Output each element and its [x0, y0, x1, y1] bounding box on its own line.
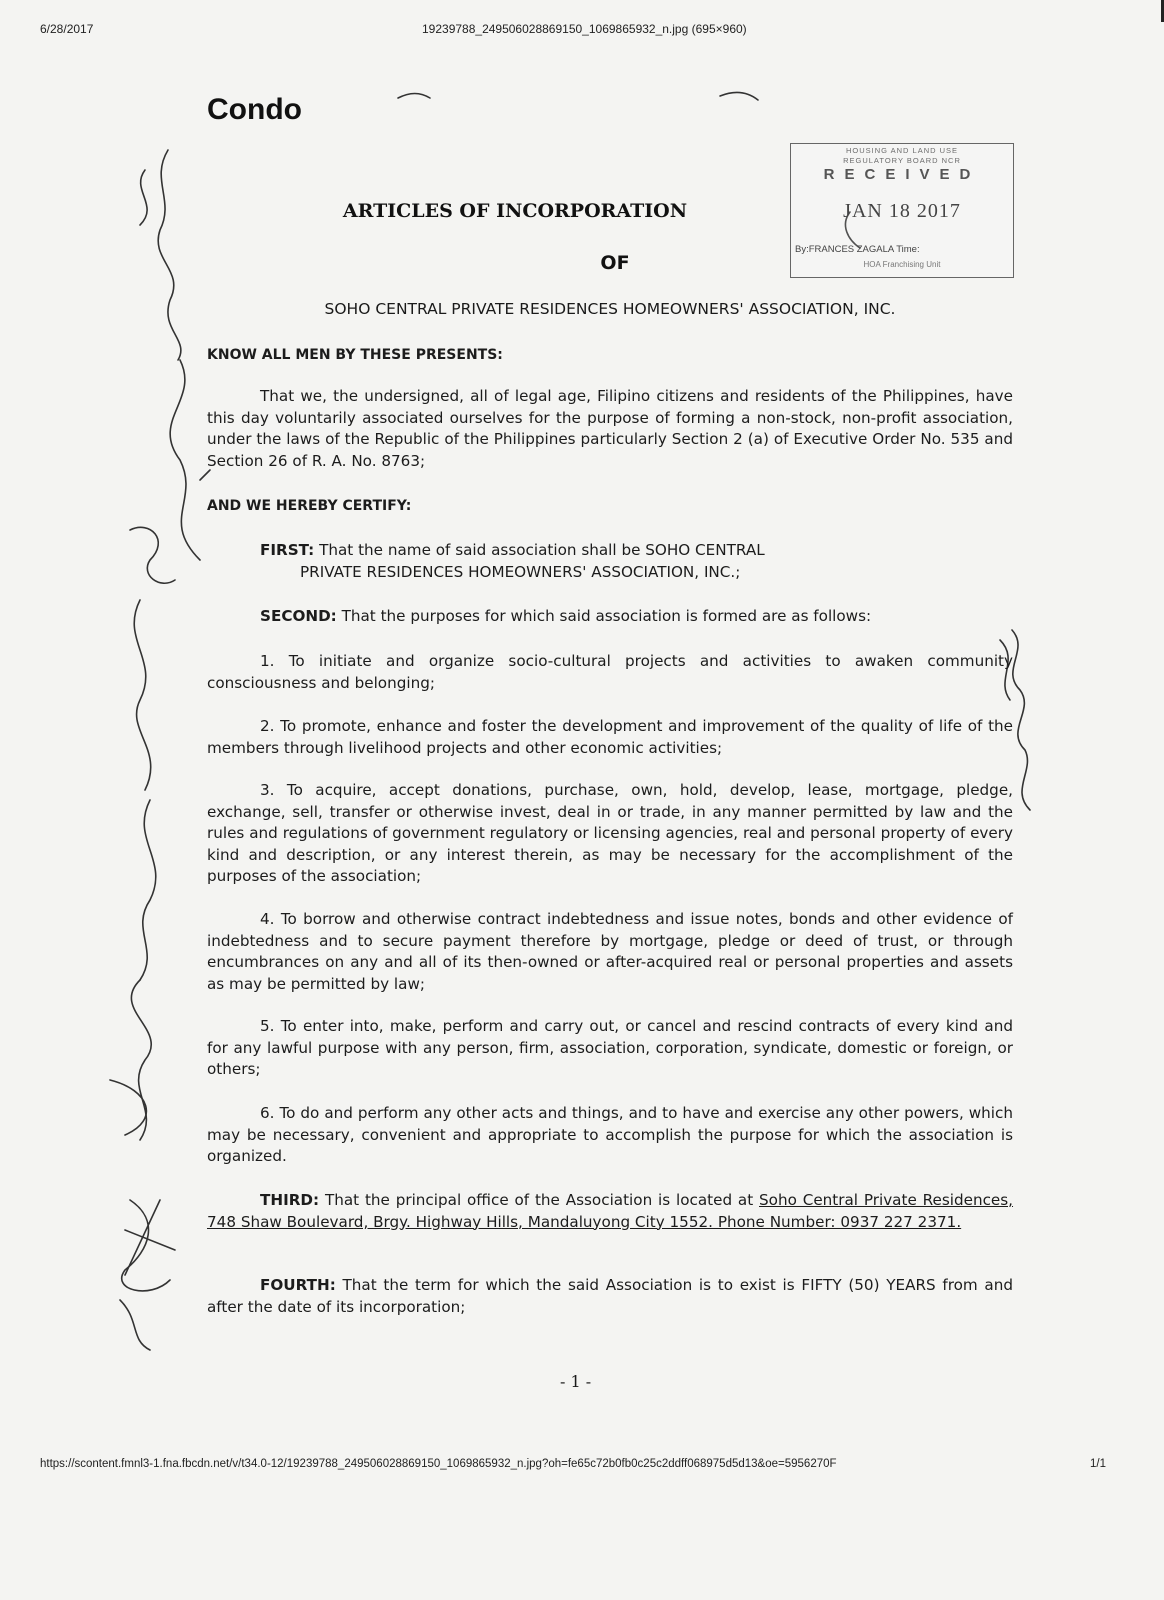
third-text: That the principal office of the Association is located at — [324, 1191, 760, 1209]
purpose-4: 4. To borrow and otherwise contract indebtedness and issue notes, bonds and other evidence of indebtedness and to secure payment therefore by mortgage, pledge or deed of trust, or through encumbrances on any and all of its then-owned or after-acquired real or personal properties and assets as may be permitted by law; — [207, 910, 1013, 993]
association-name: SOHO CENTRAL PRIVATE RESIDENCES HOMEOWNERS' ASSOCIATION, INC. — [324, 300, 896, 318]
know-all-men: KNOW ALL MEN BY THESE PRESENTS: — [207, 347, 503, 363]
purpose-5: 5. To enter into, make, perform and carry out, or cancel and rescind contracts of every kind and for any lawful purpose with any person, firm, association, corporation, syndicate, domestic or foreign, or others; — [207, 1017, 1013, 1078]
first-line1: That the name of said association shall be SOHO CENTRAL — [319, 541, 765, 559]
received-stamp — [790, 143, 1014, 278]
stamp-date: JAN 18 2017 — [843, 200, 961, 222]
certify-heading: AND WE HEREBY CERTIFY: — [207, 498, 412, 514]
stamp-board-line: REGULATORY BOARD NCR — [843, 156, 961, 165]
purpose-2: 2. To promote, enhance and foster the development and improvement of the quality of life of the members through livelihood projects and other economic activities; — [207, 717, 1013, 757]
stamp-by: By:FRANCES ZAGALA Time: — [795, 244, 920, 255]
title-of: OF — [600, 252, 630, 274]
stamp-unit: HOA Franchising Unit — [863, 260, 941, 269]
fourth-clause — [207, 1275, 1013, 1318]
stamp-agency-line: HOUSING AND LAND USE — [845, 146, 959, 155]
fourth-label: FOURTH: — [260, 1276, 336, 1294]
purpose-6: 6. To do and perform any other acts and things, and to have and exercise any other powers, which may be necessary, convenient and appropriate to accomplish the purpose for which the association is organized. — [207, 1104, 1013, 1165]
fourth-text: That the term for which the said Association is to exist is FIFTY (50) YEARS from and after the date of its incorporation; — [207, 1276, 1013, 1316]
stamp-received: RECEIVED — [823, 166, 981, 183]
page-number: - 1 - — [560, 1372, 592, 1391]
document-title: ARTICLES OF INCORPORATION — [342, 200, 688, 222]
footer-page-count: 1/1 — [1090, 1458, 1106, 1470]
first-label: FIRST: — [260, 541, 315, 559]
second-text: That the purposes for which said association is formed are as follows: — [341, 607, 872, 625]
third-clause — [207, 1190, 1013, 1233]
print-filename: 19239788_249506028869150_1069865932_n.jpg (695×960) — [422, 22, 747, 36]
third-label: THIRD: — [260, 1191, 320, 1209]
intro-paragraph: That we, the undersigned, all of legal age, Filipino citizens and residents of the Philippines, have this day voluntarily associated ourselves for the purpose of forming a non-stock, non-profit association, under the laws of the Republic of the Philippines particularly Section 2 (a) of Executive Order No. 535 and Section 26 of R. A. No. 8763; — [207, 387, 1013, 470]
first-clause — [260, 540, 1020, 562]
second-label: SECOND: — [260, 607, 337, 625]
footer-url: https://scontent.fmnl3-1.fna.fbcdn.net/v/t34.0-12/19239788_249506028869150_1069865932_n.jpg?oh=fe65c72b0fb0c25c2ddff068975d5d13&oe=5956270F — [40, 1458, 837, 1470]
print-date: 6/28/2017 — [40, 22, 94, 36]
first-line2: PRIVATE RESIDENCES HOMEOWNERS' ASSOCIATION, INC.; — [300, 563, 741, 581]
condo-heading: Condo — [207, 93, 302, 126]
second-clause — [260, 606, 1020, 628]
purpose-3: 3. To acquire, accept donations, purchase, own, hold, develop, lease, mortgage, pledge, exchange, sell, transfer or otherwise invest, deal in or trade, in any manner permitted by law and the rules and regulations of government regulatory or licensing agencies, real and personal property of every kind and description, or any interest therein, as may be necessary for the accomplishment of the purposes of the association; — [207, 781, 1013, 885]
purpose-1: 1. To initiate and organize socio-cultural projects and activities to awaken community consciousness and belonging; — [207, 652, 1013, 692]
third-address: Soho Central Private Residences, 748 Shaw Boulevard, Brgy. Highway Hills, Mandaluyong City 1552. Phone Number: 0937 227 2371. — [207, 1191, 1014, 1231]
